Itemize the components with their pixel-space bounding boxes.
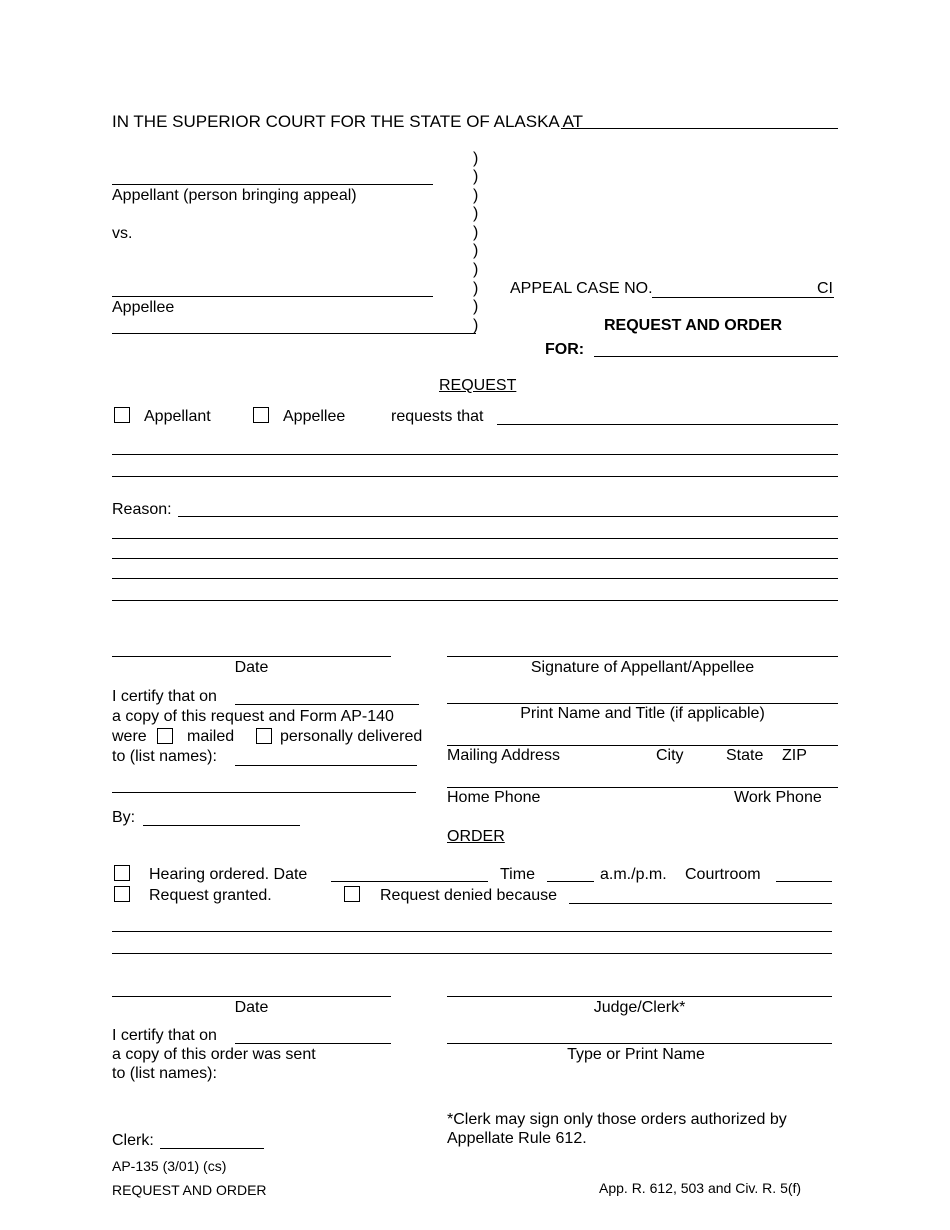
request-date-field[interactable] (112, 656, 391, 657)
request-heading: REQUEST (439, 377, 517, 394)
request-text-line[interactable] (112, 476, 838, 477)
caption-paren: ) (473, 280, 479, 297)
type-print-name-label: Type or Print Name (567, 1046, 705, 1063)
certify-text: I certify that on (112, 688, 217, 705)
request-date-label: Date (234, 659, 269, 676)
caption-bottom-rule (112, 333, 476, 334)
copy-text: a copy of this request and Form AP-140 (112, 708, 394, 725)
print-name-label: Print Name and Title (if applicable) (520, 705, 765, 722)
reason-line[interactable] (112, 558, 838, 559)
reason-line[interactable] (112, 538, 838, 539)
order-text-line[interactable] (112, 953, 832, 954)
clerk-note-line-1: *Clerk may sign only those orders authorized by (447, 1111, 787, 1128)
phone-field[interactable] (447, 787, 838, 788)
request-text-field[interactable] (497, 424, 838, 425)
appellee-checkbox[interactable] (253, 407, 269, 423)
names-field[interactable] (235, 765, 417, 766)
judge-clerk-label: Judge/Clerk* (593, 999, 686, 1016)
reason-line[interactable] (112, 578, 838, 579)
print-name-field[interactable] (447, 703, 838, 704)
vs-label: vs. (112, 225, 133, 242)
zip-label: ZIP (782, 747, 807, 764)
mailing-address-label: Mailing Address (447, 747, 560, 764)
by-label: By: (112, 809, 136, 826)
by-field[interactable] (143, 825, 300, 826)
caption-paren: ) (473, 205, 479, 222)
appellant-name-field[interactable] (112, 184, 433, 185)
names-line[interactable] (112, 792, 416, 793)
home-phone-label: Home Phone (447, 789, 541, 806)
request-granted-label: Request granted. (149, 887, 272, 904)
caption-paren: ) (473, 187, 479, 204)
city-label: City (656, 747, 684, 764)
request-text-line[interactable] (112, 454, 838, 455)
caption-paren: ) (473, 150, 479, 167)
for-label: FOR: (545, 341, 585, 358)
clerk-field[interactable] (160, 1148, 264, 1149)
hearing-ordered-label: Hearing ordered. Date (149, 866, 308, 883)
courtroom-field[interactable] (776, 881, 832, 882)
rules-citation: App. R. 612, 503 and Civ. R. 5(f) (599, 1180, 802, 1196)
appellee-name-field[interactable] (112, 296, 433, 297)
time-label: Time (500, 866, 535, 883)
appellant-checkbox[interactable] (114, 407, 130, 423)
court-location-field[interactable] (561, 128, 838, 129)
form-title: REQUEST AND ORDER (112, 1182, 267, 1198)
mailed-label: mailed (187, 728, 235, 745)
personally-delivered-label: personally delivered (280, 728, 423, 745)
signature-field[interactable] (447, 656, 838, 657)
order-date-label: Date (234, 999, 269, 1016)
caption-paren: ) (473, 317, 479, 334)
mailed-checkbox[interactable] (157, 728, 173, 744)
request-denied-label: Request denied because (380, 887, 558, 904)
were-label: were (112, 728, 147, 745)
order-date-field[interactable] (112, 996, 391, 997)
hearing-time-field[interactable] (547, 881, 594, 882)
order-text-line[interactable] (112, 931, 832, 932)
appellant-label: Appellant (person bringing appeal) (112, 187, 357, 204)
order-certify-date-field[interactable] (235, 1043, 391, 1044)
appellee-label: Appellee (112, 299, 175, 316)
work-phone-label: Work Phone (734, 789, 822, 806)
personally-delivered-checkbox[interactable] (256, 728, 272, 744)
court-heading: IN THE SUPERIOR COURT FOR THE STATE OF ALASKA AT (112, 112, 584, 131)
caption-paren: ) (473, 261, 479, 278)
certify-date-field[interactable] (235, 704, 419, 705)
address-field[interactable] (447, 745, 838, 746)
clerk-note-line-2: Appellate Rule 612. (447, 1130, 587, 1147)
request-granted-checkbox[interactable] (114, 886, 130, 902)
requests-that-label: requests that (391, 408, 484, 425)
for-field[interactable] (594, 356, 838, 357)
reason-field[interactable] (178, 516, 838, 517)
order-heading: ORDER (447, 828, 505, 845)
am-pm-label: a.m./p.m. (600, 866, 667, 883)
caption-paren: ) (473, 298, 479, 315)
denied-reason-field[interactable] (569, 903, 832, 904)
request-denied-checkbox[interactable] (344, 886, 360, 902)
case-no-label: APPEAL CASE NO. (510, 280, 653, 297)
courtroom-label: Courtroom (685, 866, 761, 883)
order-copy-sent-text: a copy of this order was sent (112, 1046, 316, 1063)
reason-label: Reason: (112, 501, 172, 518)
caption-paren: ) (473, 224, 479, 241)
caption-paren: ) (473, 168, 479, 185)
caption-paren: ) (473, 242, 479, 259)
signature-label: Signature of Appellant/Appellee (530, 659, 755, 676)
document-title: REQUEST AND ORDER (604, 317, 783, 334)
appellant-option-label: Appellant (144, 408, 211, 425)
judge-signature-field[interactable] (447, 996, 832, 997)
hearing-ordered-checkbox[interactable] (114, 865, 130, 881)
type-print-name-field[interactable] (447, 1043, 832, 1044)
order-to-list-names-label: to (list names): (112, 1065, 217, 1082)
case-no-field[interactable] (652, 297, 834, 298)
to-list-names-label: to (list names): (112, 748, 217, 765)
reason-line[interactable] (112, 600, 838, 601)
hearing-date-field[interactable] (331, 881, 488, 882)
clerk-label: Clerk: (112, 1132, 154, 1149)
form-code: AP-135 (3/01) (cs) (112, 1158, 227, 1174)
case-suffix: CI (817, 280, 833, 297)
state-label: State (726, 747, 764, 764)
appellee-option-label: Appellee (283, 408, 346, 425)
order-certify-text: I certify that on (112, 1027, 217, 1044)
